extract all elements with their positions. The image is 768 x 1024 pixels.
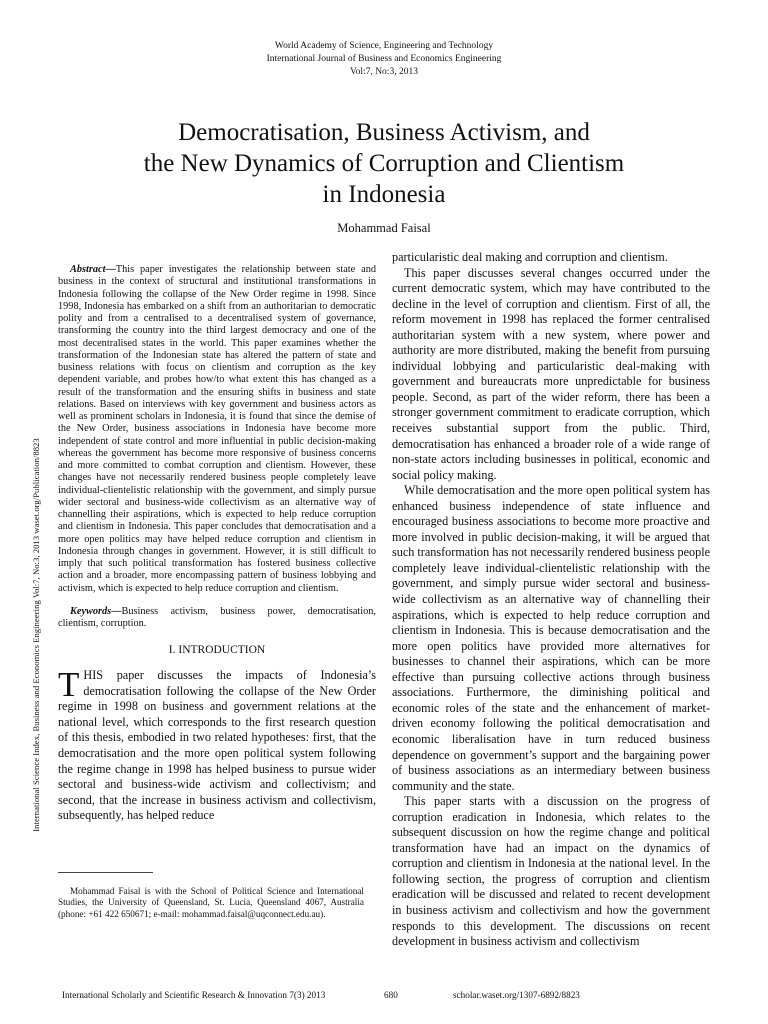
author-footnote: Mohammad Faisal is with the School of Political Science and International Studies, the University of Queensland, St. Lucia, Queensland 4067, Australia (phone: +61 422 650671; e-mail: mohammad.faisal@uqconnect.edu.au). <box>58 886 364 919</box>
left-column <box>58 264 376 824</box>
abstract <box>58 264 376 595</box>
introduction-paragraph <box>58 665 376 823</box>
section-number: I. <box>168 644 179 657</box>
paragraph-structure: This paper starts with a discussion on the progress of corruption eradication in Indonesia, which relates to the subsequent discussion on how the regime change and political transformation have had an impact on the dynamics of corruption and clientism in Indonesia at the national level. In the following section, the progress of corruption and clientism eradication will be discussed and related to recent development in business activism and collectivism and how the government responds to this development. The discussions on recent development in business activism and collectivism <box>392 794 710 949</box>
keywords <box>58 606 376 631</box>
page-number: 680 <box>384 990 398 1000</box>
paragraph-continuation: particularistic deal making and corruption and clientism. <box>392 250 668 264</box>
side-margin-citation <box>30 335 42 935</box>
paper-title-line-2: the New Dynamics of Corruption and Clientism <box>143 150 625 177</box>
section-title-initial: I <box>178 644 183 657</box>
right-column <box>392 250 710 950</box>
section-heading-introduction <box>58 644 376 656</box>
journal-publisher: World Academy of Science, Engineering and Technology <box>274 41 494 51</box>
footer-publisher: International Scholarly and Scientific Research & Innovation 7(3) 2013 <box>62 990 326 1000</box>
abstract-label: Abstract— <box>70 264 116 275</box>
journal-volume: Vol:7, No:3, 2013 <box>350 67 418 77</box>
footer-link[interactable]: scholar.waset.org/1307-6892/8823 <box>453 990 580 1000</box>
keywords-label: Keywords— <box>70 605 122 617</box>
intro-text: paper discusses the impacts of Indonesia’s democratisation following the collapse of the New Order regime in 1998 on business and government relations at the national level, which corresponds to the first research question of this thesis, embodied in two related hypotheses: first, that the democratisation and the more open political system following the regime change in 1998 has helped business to pursue wider sectoral and business-wide activism and collectivism; and second, that the increase in business activism and collectivism, subsequently, has helped reduce <box>58 668 376 823</box>
intro-caps: HIS <box>83 668 104 683</box>
paper-title <box>40 117 728 210</box>
side-margin-citation-text: International Science Index, Business and Economics Engineering Vol:7, No:3, 2013 waset.org/Publication/8823 <box>31 438 41 832</box>
footnote-divider <box>58 872 153 873</box>
author-name: Mohammad Faisal <box>337 221 431 235</box>
journal-name: International Journal of Business and Economics Engineering <box>266 54 502 64</box>
paragraph-democratisation: While democratisation and the more open political system has enhanced business independence of state influence and encouraged business associations to become more proactive and more involved in public decision-making, it will be argued that such transformation has not necessarily rendered business people completely leave individual-clientelistic relationship with the government, and simply pursue wider sectoral and business-wide collectivism as an alternative way of channelling their aspirations, which is expected to help reduce corruption and clientism in Indonesia. This is because democratisation and the more open politics have provided more alternatives for businesses to channel their aspirations, which can be more effective than pursuing collective actions through business associations. Furthermore, the diminishing political and economic roles of the state and the enhancement of market-driven economy following the political democratisation and economic liberalisation have in turn reduced business dependence on government’s support and the bargaining power of business associations as an intermediary between business community and the state. <box>392 483 710 793</box>
paper-title-line-3: in Indonesia <box>322 181 446 208</box>
keywords-text: Business activism, business power, democratisation, clientism, corruption. <box>58 605 376 629</box>
journal-header <box>0 40 768 79</box>
paper-title-line-1: Democratisation, Business Activism, and <box>178 119 590 146</box>
section-title-rest: NTRODUCTION <box>182 644 266 657</box>
paragraph-changes: This paper discusses several changes occurred under the current democratic system, which may have contributed to the decline in the level of corruption and clientism. First of all, the reform movement in 1998 has replaced the former centralised authoritarian system with a new system, where power and authority are more distributed, making the benefit from pursuing individual lobbying and particularistic deal-making with government and bureaucrats more unpredictable for business people. Second, as part of the wider reform, there has been a stronger government commitment to eradicate corruption, which receives substantial support from the public. Third, democratisation has enhanced a broader role of a wide range of non-state actors including businesses in political, economic and social policy making. <box>392 265 710 482</box>
drop-cap: T <box>58 665 80 705</box>
abstract-text: This paper investigates the relationship between state and business in the context of structural and institutional transformations in Indonesia following the collapse of the New Order regime in 1998. Since 1998, Indonesia has embarked on a shift from an authoritarian to democratic polity and from a centralised to a decentralised system of governance, transforming the country into the third largest democracy and one of the most decentralised states in the world. This paper examines whether the transformation of the Indonesian state has altered the pattern of state and business relations with focus on clientism and corruption as the key dependent variable, and probes how/to what extent this has changed as a result of the transformation and the ensuring shifts in business and state relations. Based on interviews with key government and business actors as well as prominent scholars in Indonesia, it is found that since the demise of the New Order, business associations in Indonesia have become more independent of state control and more influential in public decision-making whereas the government has become more responsive of business concerns and more committed to combat corruption and clientism. However, these changes have not necessarily rendered business people completely leave individual-clientelistic relationship with the government, and simply pursue wider sectoral and business-wide collectivism as an alternative way of channelling their aspirations, which is expected to help reduce corruption and clientism in Indonesia. This paper concludes that democratisation and a more open politics may have helped reduce corruption and clientism in Indonesia through changes in government. However, it is still difficult to imply that such political transformation has fostered business collective action and a broader, more encompassing pattern of business lobbying and activism, which is expected to help reduce corruption and clientism. <box>58 264 376 594</box>
